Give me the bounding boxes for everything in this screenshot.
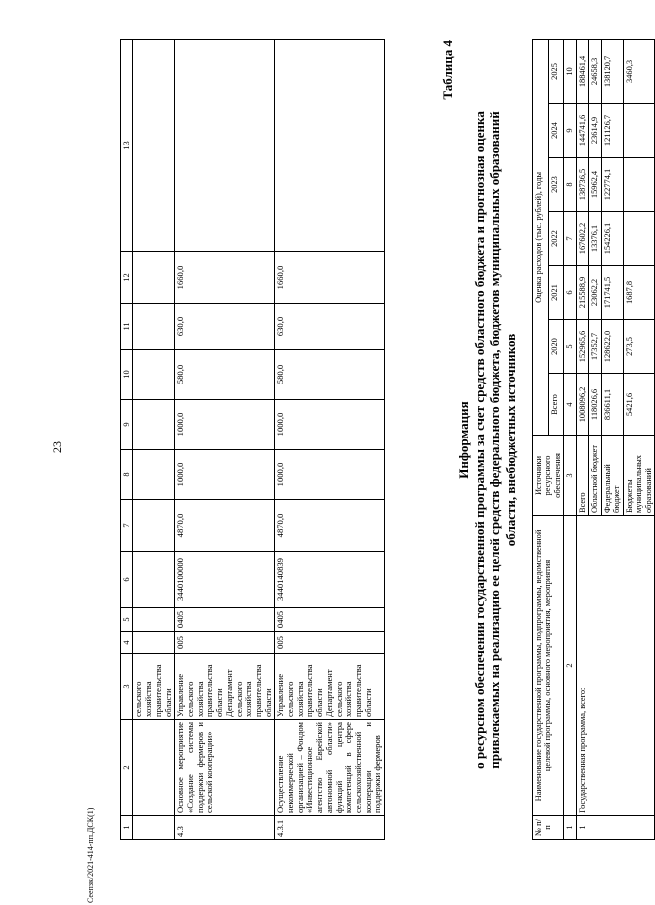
column-number: 2 [121,720,133,816]
year-header: 2025 [548,39,564,103]
table-cell: 1660,0 [175,252,275,304]
amount-cell: 24658,3 [589,39,601,103]
table-cell: 580,0 [275,350,385,400]
amount-cell: 138120,7 [601,39,623,103]
amount-cell [623,158,654,212]
table-cell: 4.3 [175,816,275,840]
table-cell: 0405 [275,608,385,632]
table-cell: Осуществление некоммерческой организацией – Фондом «Инвестиционное агентство Еврейской автономной области» функций центра компетенций в сфере сельскохозяйственной кооперации и поддержки фермеров [275,720,385,816]
budget-table-continued [120,39,385,840]
column-number: 7 [121,500,133,552]
page-number: 23 [50,441,64,453]
amount-cell: 3460,3 [623,39,654,103]
year-header: 2023 [548,158,564,212]
table-cell: 1660,0 [275,252,385,304]
table-cell: 4870,0 [175,500,275,552]
column-number: 8 [121,450,133,500]
table-row [576,39,588,839]
table-cell: 1000,0 [275,450,385,500]
table-cell: Основное мероприятие «Создание системы поддержки фермеров и сельской кооперации» [175,720,275,816]
table-cell [133,816,175,840]
table-cell: 580,0 [175,350,275,400]
amount-cell: 23614,9 [589,104,601,158]
amount-cell: 154226,1 [601,212,623,266]
program-name: Государственная программа, всего: [576,516,654,816]
column-number: 5 [564,320,576,374]
amount-cell: 171741,5 [601,266,623,320]
table-row [275,40,385,840]
year-header: 2020 [548,320,564,374]
amount-cell: 138736,5 [576,158,588,212]
table-cell: 0405 [175,608,275,632]
amount-cell: 836611,1 [601,374,623,436]
amount-cell: 15962,4 [589,158,601,212]
amount-cell: 128622,0 [601,320,623,374]
table-cell [133,608,175,632]
table-cell [133,500,175,552]
amount-cell: 188461,4 [576,39,588,103]
column-number: 10 [121,350,133,400]
amount-cell: 215588,9 [576,266,588,320]
year-header: 2024 [548,104,564,158]
table-cell: 4.3.1 [275,816,385,840]
table-4-title-4: области, внебюджетных источников [502,333,518,547]
table-cell [133,450,175,500]
amount-cell: 167602,2 [576,212,588,266]
amount-cell [623,212,654,266]
column-number: 11 [121,304,133,350]
amount-cell: 13376,1 [589,212,601,266]
head-total: Всего [548,374,564,436]
column-number: 1 [121,816,133,840]
column-number: 2 [564,516,576,816]
table-row [133,40,175,840]
head-num: № п/п [533,816,564,840]
table-cell [275,40,385,252]
column-number-row [564,39,576,839]
column-number: 7 [564,212,576,266]
table-cell: 1000,0 [275,400,385,450]
table-cell [133,720,175,816]
table-cell: 630,0 [175,304,275,350]
table-cell: 005 [175,632,275,654]
table-cell [133,304,175,350]
table-row [175,40,275,840]
amount-cell: 118026,6 [589,374,601,436]
table-cell: 1000,0 [175,400,275,450]
amount-cell: 121126,7 [601,104,623,158]
table-cell: 630,0 [275,304,385,350]
rotated-page-content [80,40,653,840]
table-cell: Управление сельского хозяйства правительства области Департамент сельского хозяйства правительства области [175,654,275,720]
column-number-row [121,40,133,840]
table-cell: сельского хозяйства правительства области [133,654,175,720]
source-name: Федеральный бюджет [601,436,623,516]
column-number: 6 [121,552,133,608]
table-cell [175,40,275,252]
table-cell [133,40,175,252]
table-cell [133,552,175,608]
source-name: Областной бюджет [589,436,601,516]
amount-cell [623,104,654,158]
amount-cell: 122774,1 [601,158,623,212]
year-header: 2022 [548,212,564,266]
amount-cell: 273,5 [623,320,654,374]
amount-cell: 152965,6 [576,320,588,374]
column-number: 12 [121,252,133,304]
column-number: 8 [564,158,576,212]
table-cell [133,632,175,654]
table-4-title-1: Информация [456,401,471,479]
column-number: 3 [121,654,133,720]
column-number: 3 [564,436,576,516]
source-name: Бюджеты муниципальных образований [623,436,654,516]
amount-cell: 1687,8 [623,266,654,320]
column-number: 9 [121,400,133,450]
column-number: 10 [564,39,576,103]
table-4-label: Таблица 4 [440,40,455,100]
table-cell [133,350,175,400]
amount-cell: 23062,2 [589,266,601,320]
source-name: Всего [576,436,588,516]
head-source: Источники ресурсного обеспечения [533,436,564,516]
table-cell [133,252,175,304]
column-number: 1 [564,816,576,840]
table-cell: 4870,0 [275,500,385,552]
column-number: 5 [121,608,133,632]
head-name: Наименование государственной программы, подпрограммы, ведомственной целевой программы, основного мероприятия, мероприятия [533,516,564,816]
amount-cell: 144741,6 [576,104,588,158]
amount-cell: 17352,7 [589,320,601,374]
table-cell: 3440140839 [275,552,385,608]
resource-table [532,39,655,840]
table-4-title-3: привлекаемых на реализацию ее целей средств федерального бюджета, бюджетов муниципальных образований [487,111,503,769]
amount-cell: 5421,6 [623,374,654,436]
table-cell: Управление сельского хозяйства правительства области Департамент сельского хозяйства правительства области [275,654,385,720]
column-number: 6 [564,266,576,320]
amount-cell: 1008096,2 [576,374,588,436]
table-4-title-2: о ресурсном обеспечении государственной программы за счет средств областного бюджета и прогнозная оценка [471,111,487,769]
table-cell: 005 [275,632,385,654]
column-number: 4 [121,632,133,654]
table-cell: 3440100000 [175,552,275,608]
column-number: 13 [121,40,133,252]
head-estimate: Оценка расходов (тыс. рублей), годы [533,39,549,435]
column-number: 9 [564,104,576,158]
table-cell: 1000,0 [175,450,275,500]
program-number: 1 [576,816,654,840]
table-4-heading [456,40,518,840]
year-header: 2021 [548,266,564,320]
column-number: 4 [564,374,576,436]
table-cell [133,400,175,450]
document-code: Сеепзк/2021-414-пп.ДСК(1) [86,807,95,903]
